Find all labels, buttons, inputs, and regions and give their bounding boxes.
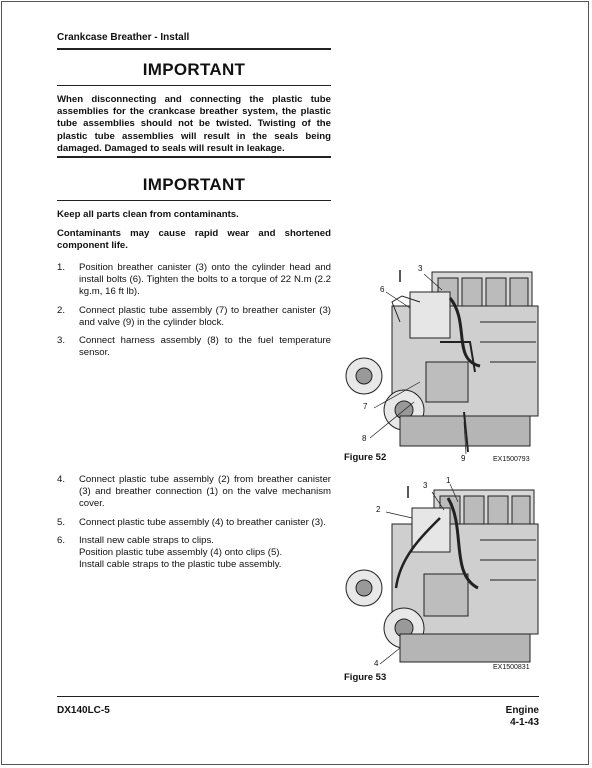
figure-code: EX1500793 — [493, 456, 530, 463]
callout-label: 3 — [423, 481, 428, 490]
step-text: Connect plastic tube assembly (2) from breather canister (3) and breather connection (1) on the valve mechanism cover. — [79, 474, 331, 510]
step-number: 6. — [57, 534, 66, 546]
engine-drawing-icon — [340, 262, 540, 458]
callout-label: 4 — [374, 659, 379, 668]
step-line: Position plastic tube assembly (4) onto clips (5). — [79, 547, 283, 559]
step-number: 2. — [57, 304, 66, 316]
notice-divider — [57, 200, 331, 201]
step-text: Connect plastic tube assembly (7) to breather canister (3) and valve (9) in the cylinder block. — [79, 304, 331, 328]
list-item — [57, 474, 331, 511]
section-title: Crankcase Breather - Install — [57, 32, 190, 43]
list-item — [57, 517, 331, 529]
step-line: Install cable straps to the plastic tube assembly. — [79, 559, 282, 571]
step-text: Position breather canister (3) onto the cylinder head and install bolts (6). Tighten the bolts to a torque of 22 N.m (2.2 kg.m, 16 ft lb). — [79, 262, 331, 298]
list-item — [57, 305, 331, 329]
figure-caption: Figure 52 — [344, 452, 387, 463]
model-number: DX140LC-5 — [57, 705, 110, 716]
notice-text: Contaminants may cause rapid wear and shortened component life. — [57, 228, 331, 252]
section-name: Engine — [505, 705, 539, 716]
list-item — [57, 535, 331, 572]
list-item — [57, 335, 331, 359]
engine-drawing-icon — [340, 478, 540, 674]
engine-figure-53 — [340, 478, 540, 674]
callout-label: 8 — [362, 434, 367, 443]
callout-label: 9 — [461, 454, 466, 463]
callout-label: 1 — [446, 476, 451, 485]
notice-text: When disconnecting and connecting the plastic tube assemblies for the crankcase breather system, the plastic tube assemblies should not be twisted. Twisting of the plastic tube assemblies will result in the seals being damaged. Damaged to seals will result in leakage. — [57, 94, 331, 154]
step-text: Connect harness assembly (8) to the fuel temperature sensor. — [79, 335, 331, 359]
important-heading: IMPORTANT — [142, 175, 246, 194]
engine-figure-52 — [340, 262, 540, 458]
steps-list — [57, 474, 331, 577]
callout-label: 2 — [376, 505, 381, 514]
step-text: Connect plastic tube assembly (4) to breather canister (3). — [79, 516, 326, 528]
page-number: 4-1-43 — [510, 717, 539, 728]
important-heading: IMPORTANT — [142, 60, 246, 79]
figure-caption: Figure 53 — [344, 672, 387, 683]
figure-code: EX1500831 — [493, 664, 530, 671]
step-number: 1. — [57, 262, 66, 273]
callout-label: 3 — [418, 264, 423, 273]
footer-rule — [57, 696, 539, 697]
list-item — [57, 262, 331, 299]
callout-label: 7 — [363, 402, 368, 411]
step-number: 4. — [57, 474, 66, 485]
steps-list — [57, 262, 331, 365]
notice-bottom-rule — [57, 156, 331, 158]
notice-text: Keep all parts clean from contaminants. — [57, 209, 239, 220]
step-text — [79, 535, 331, 572]
step-line: Install new cable straps to clips. — [79, 534, 214, 546]
step-number: 3. — [57, 335, 66, 347]
page-info — [506, 705, 539, 729]
header-rule — [57, 48, 331, 50]
notice-divider — [57, 85, 331, 86]
callout-label: 6 — [380, 285, 385, 294]
step-number: 5. — [57, 516, 66, 528]
